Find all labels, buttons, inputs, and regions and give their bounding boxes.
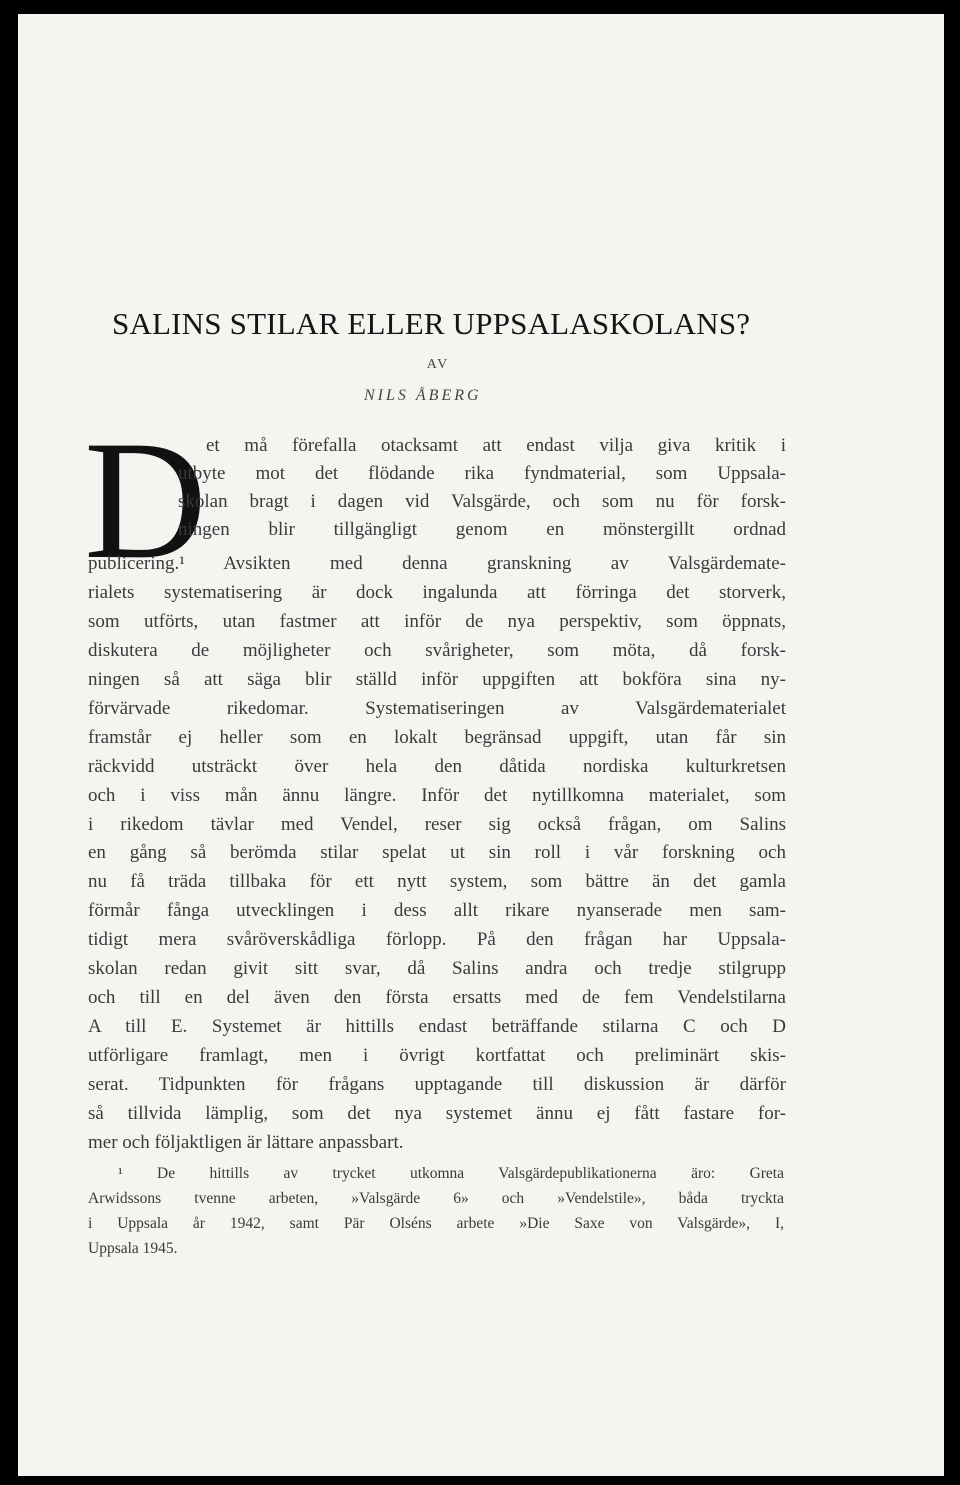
footnote-line: Uppsala 1945. [88,1240,178,1257]
body-line: förmår fånga utvecklingen i dess allt rikare nyanserade men sam- [88,900,786,921]
body-line: så tillvida lämplig, som det nya systemet ännu ej fått fastare for- [88,1103,786,1124]
body-line: serat. Tidpunkten för frågans upptagande till diskussion är därför [88,1074,786,1095]
author-name: NILS ÅBERG [364,387,482,404]
body-line: förvärvade rikedomar. Systematiseringen av Valsgärdematerialet [88,698,786,719]
byline-av: AV [426,357,450,372]
body-line: en gång så berömda stilar spelat ut sin roll i vår forskning och [88,842,786,863]
body-line: diskutera de möjligheter och svårigheter, som möta, då forsk- [88,640,786,661]
body-line: framstår ej heller som en lokalt begränsad uppgift, utan får sin [88,727,786,748]
body-line: utbyte mot det flödande rika fyndmaterial, som Uppsala- [178,463,786,484]
body-line: och i viss mån ännu längre. Inför det nytillkomna materialet, som [88,785,786,806]
body-line: räckvidd utsträckt över hela den dåtida nordiska kulturkretsen [88,756,786,777]
footnote-line: i Uppsala år 1942, samt Pär Olséns arbete »Die Saxe von Valsgärde», I, [88,1215,784,1232]
body-line: utförligare framlagt, men i övrigt kortfattat och preliminärt skis- [88,1045,786,1066]
body-line: skolan redan givit sitt svar, då Salins andra och tredje stilgrupp [88,958,786,979]
body-line: och till en del även den första ersatts med de fem Vendelstilarna [88,987,786,1008]
body-line: A till E. Systemet är hittills endast beträffande stilarna C och D [88,1016,786,1037]
body-line: ningen blir tillgängligt genom en mönstergillt ordnad [178,519,786,540]
drop-cap: D [84,406,207,594]
body-line: ningen så att säga blir ställd inför uppgiften att bokföra sina ny- [88,669,786,690]
footnote-line: ¹ De hittills av trycket utkomna Valsgärdepublikationerna äro: Greta [118,1165,784,1182]
body-line: tidigt mera svåröverskådliga förlopp. På den frågan har Uppsala- [88,929,786,950]
body-line: i rikedom tävlar med Vendel, reser sig också frågan, om Salins [88,814,786,835]
footnote-line: Arwidssons tvenne arbeten, »Valsgärde 6» och »Vendelstile», båda tryckta [88,1190,784,1207]
body-line: skolan bragt i dagen vid Valsgärde, och som nu för forsk- [178,491,786,512]
body-line: publicering.¹ Avsikten med denna granskning av Valsgärdemate- [88,553,786,574]
article-title: SALINS STILAR ELLER UPPSALASKOLANS? [112,306,751,341]
body-line: mer och följaktligen är lättare anpassbart. [88,1132,404,1153]
body-line: rialets systematisering är dock ingalunda att förringa det storverk, [88,582,786,603]
body-line: et må förefalla otacksamt att endast vilja giva kritik i [206,435,786,456]
body-line: nu få träda tillbaka för ett nytt system, som bättre än det gamla [88,871,786,892]
body-line: som utförts, utan fastmer att inför de nya perspektiv, som öppnats, [88,611,786,632]
